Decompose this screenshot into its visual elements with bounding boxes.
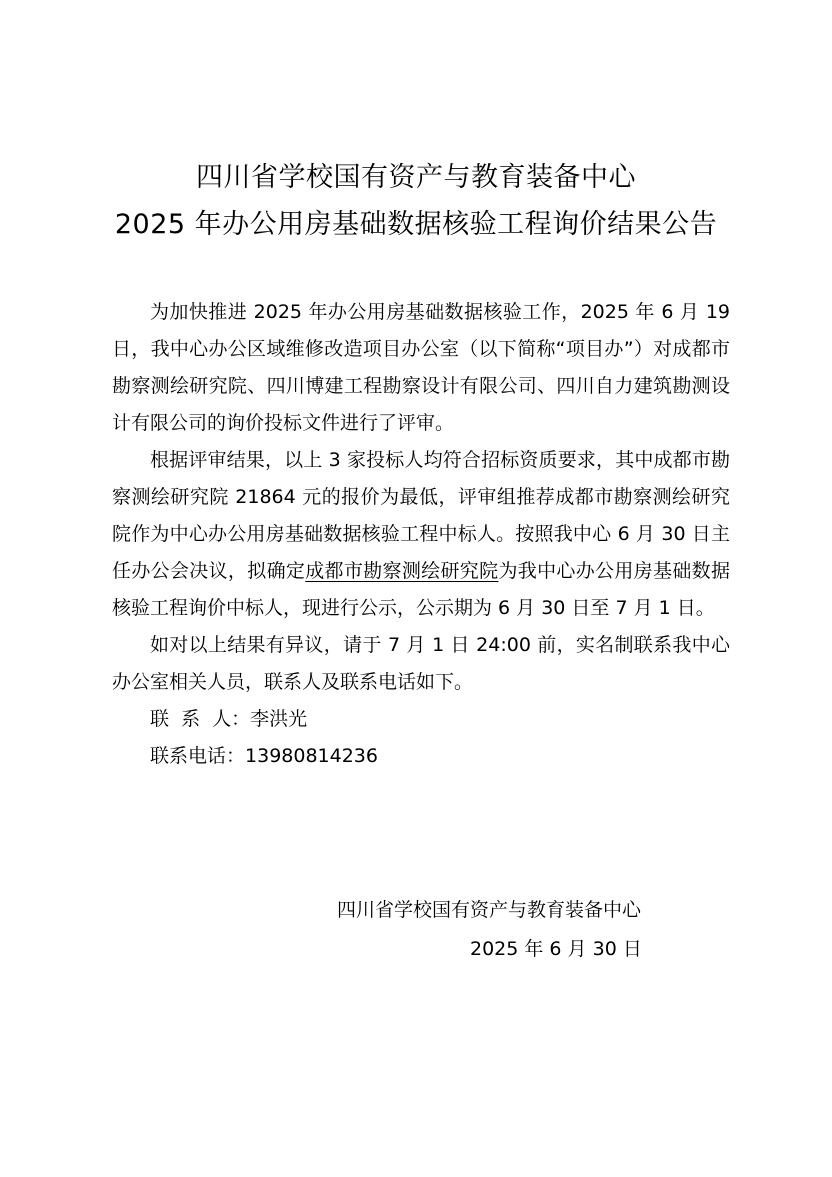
result-text-before: 根据评审结果，以上 3 家投标人均符合招标资质要求，其中成都市勘察测绘研究院 21864 元的报价为最低，评审组推荐成都市勘察测绘研究院作为中心办公用房基础数据核验工程中标人。按照我中心 6 月 30 日主任办公会决议，拟确定 [112, 449, 730, 582]
contact-person-line [112, 701, 730, 738]
paragraph-objection: 如对以上结果有异议，请于 7 月 1 日 24:00 前，实名制联系我中心办公室相关人员，联系人及联系电话如下。 [112, 634, 730, 693]
contact-phone-number: 13980814236 [245, 745, 378, 767]
contact-person-label: 联 系 人： [150, 708, 251, 730]
contact-person-name: 李洪光 [250, 708, 308, 730]
contact-phone-label: 联系电话： [150, 745, 246, 767]
winning-bidder: 成都市勘察测绘研究院 [305, 560, 499, 582]
paragraph-result [112, 442, 730, 627]
contact-phone-line [112, 738, 730, 775]
result-text-after: 为我中心办公用房基础数据核验工程询价中标人，现进行公示，公示期为 6 月 30 日至 7 月 1 日。 [112, 560, 730, 619]
signature-date: 2025 年 6 月 30 日 [470, 938, 642, 960]
document-body [112, 294, 730, 775]
signature-organization: 四川省学校国有资产与教育装备中心 [337, 899, 642, 921]
paragraph-review: 为加快推进 2025 年办公用房基础数据核验工作，2025 年 6 月 19 日，我中心办公区域维修改造项目办公室（以下简称“项目办”）对成都市勘察测绘研究院、四川博建工程勘察设计有限公司、四川自力建筑勘测设计有限公司的询价投标文件进行了评审。 [112, 301, 730, 434]
document-title-line-2: 2025 年办公用房基础数据核验工程询价结果公告 [114, 209, 718, 240]
document-title-line-1: 四川省学校国有资产与教育装备中心 [196, 162, 636, 193]
